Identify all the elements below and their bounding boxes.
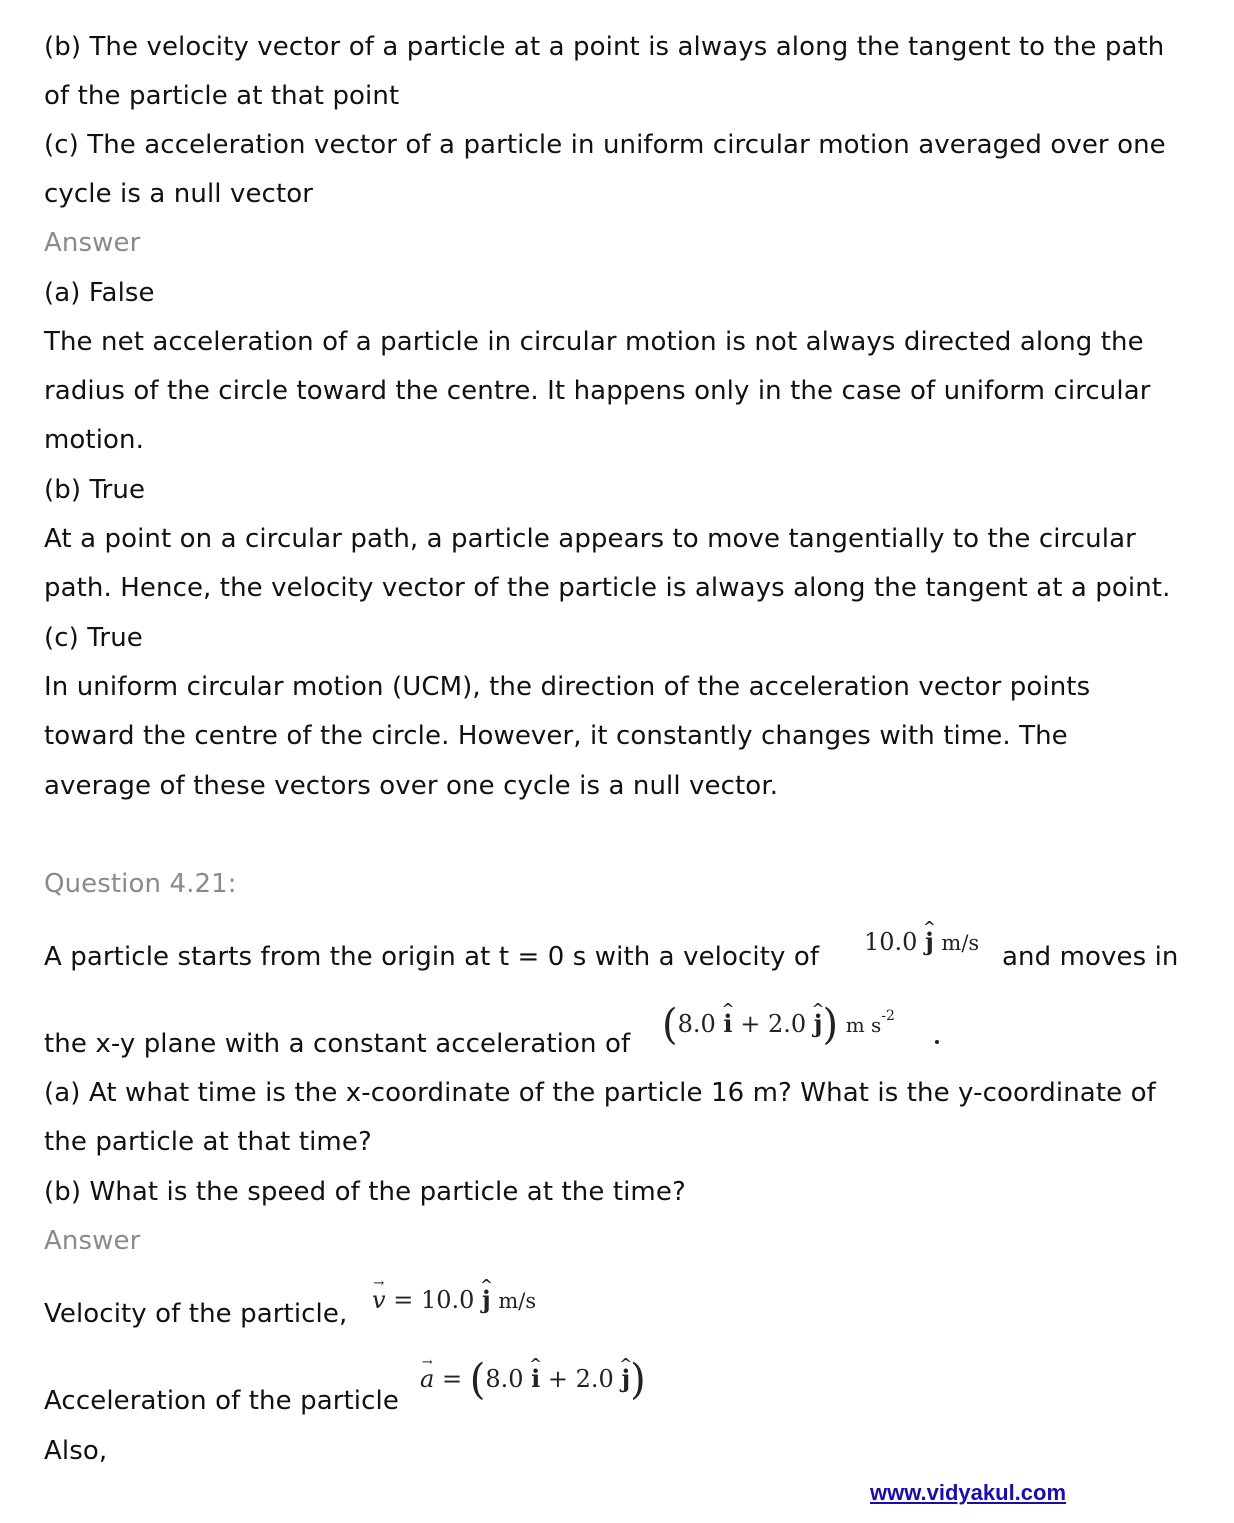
left-paren: ( bbox=[469, 1355, 486, 1405]
accel-unit: m s bbox=[845, 1013, 882, 1037]
question-line-1-start: A particle starts from the origin at t = 0 s with a velocity of bbox=[44, 942, 820, 972]
acceleration-label: Acceleration of the particle bbox=[44, 1386, 399, 1416]
question-velocity-expression bbox=[864, 928, 979, 957]
unit-vector-j: ^ j bbox=[814, 1010, 823, 1038]
velocity-unit: m/s bbox=[941, 931, 980, 955]
question-part-b: (b) What is the speed of the particle at the time? bbox=[44, 1177, 686, 1207]
website-link[interactable]: www.vidyakul.com bbox=[870, 1480, 1067, 1505]
equals-sign: = bbox=[441, 1365, 463, 1393]
accel-x-coefficient: 8.0 bbox=[485, 1365, 524, 1393]
accel-unit-exponent: -2 bbox=[881, 1008, 895, 1024]
question-line-1-end: and moves in bbox=[1002, 942, 1179, 972]
answer-c-explanation-3: average of these vectors over one cycle is a null vector. bbox=[44, 771, 779, 801]
answer-c-explanation-1: In uniform circular motion (UCM), the direction of the acceleration vector points bbox=[44, 672, 1091, 702]
statement-b-line-1: (b) The velocity vector of a particle at a point is always along the tangent to the path bbox=[44, 32, 1165, 62]
accel-y-coefficient: 2.0 bbox=[575, 1365, 614, 1393]
answer-a-verdict: (a) False bbox=[44, 278, 155, 308]
answer-label: Answer bbox=[44, 228, 141, 258]
answer-b-explanation-1: At a point on a circular path, a particle appears to move tangentially to the circular bbox=[44, 524, 1136, 554]
question-acceleration-expression bbox=[662, 1000, 895, 1050]
answer-a-explanation-2: radius of the circle toward the centre. It happens only in the case of uniform circular bbox=[44, 376, 1151, 406]
question-part-a-line-1: (a) At what time is the x-coordinate of the particle 16 m? What is the y-coordinate of bbox=[44, 1078, 1156, 1108]
velocity-symbol: → v bbox=[372, 1286, 386, 1314]
velocity-value: 10.0 bbox=[420, 1286, 475, 1314]
also-text: Also, bbox=[44, 1436, 108, 1466]
question-label: Question 4.21: bbox=[44, 869, 237, 899]
answer-b-explanation-2: path. Hence, the velocity vector of the particle is always along the tangent at a point. bbox=[44, 573, 1171, 603]
unit-vector-i: ^ i bbox=[531, 1365, 540, 1393]
plus-sign: + bbox=[547, 1365, 568, 1393]
velocity-label: Velocity of the particle, bbox=[44, 1299, 348, 1329]
answer-a-explanation-1: The net acceleration of a particle in circular motion is not always directed along the bbox=[44, 327, 1144, 357]
plus-sign: + bbox=[740, 1010, 761, 1038]
answer-b-verdict: (b) True bbox=[44, 475, 146, 505]
unit-vector-i: ^ i bbox=[723, 1010, 732, 1038]
accel-x-coefficient: 8.0 bbox=[677, 1010, 716, 1038]
answer-c-explanation-2: toward the centre of the circle. However, it constantly changes with time. The bbox=[44, 721, 1068, 751]
statement-c-line-1: (c) The acceleration vector of a particle in uniform circular motion averaged over one bbox=[44, 130, 1166, 160]
unit-vector-j: ^ j bbox=[925, 928, 934, 956]
left-paren: ( bbox=[662, 1000, 678, 1050]
velocity-equation bbox=[372, 1286, 536, 1315]
velocity-equation-unit: m/s bbox=[498, 1289, 537, 1313]
velocity-magnitude: 10.0 bbox=[864, 928, 918, 956]
answer-label-2: Answer bbox=[44, 1226, 141, 1256]
statement-c-line-2: cycle is a null vector bbox=[44, 179, 314, 209]
acceleration-equation bbox=[420, 1355, 646, 1405]
question-line-2: the x-y plane with a constant acceleration of bbox=[44, 1029, 631, 1059]
acceleration-symbol: → a bbox=[420, 1365, 434, 1393]
statement-b-line-2: of the particle at that point bbox=[44, 81, 400, 111]
sentence-period bbox=[935, 1040, 939, 1044]
accel-y-coefficient: 2.0 bbox=[767, 1010, 807, 1038]
right-paren: ) bbox=[630, 1355, 646, 1405]
unit-vector-j: ^ j bbox=[482, 1286, 491, 1314]
answer-a-explanation-3: motion. bbox=[44, 425, 145, 455]
answer-c-verdict: (c) True bbox=[44, 623, 143, 653]
unit-vector-j: ^ j bbox=[621, 1365, 630, 1393]
question-part-a-line-2: the particle at that time? bbox=[44, 1127, 372, 1157]
right-paren: ) bbox=[822, 1000, 839, 1050]
equals-sign: = bbox=[393, 1286, 414, 1314]
